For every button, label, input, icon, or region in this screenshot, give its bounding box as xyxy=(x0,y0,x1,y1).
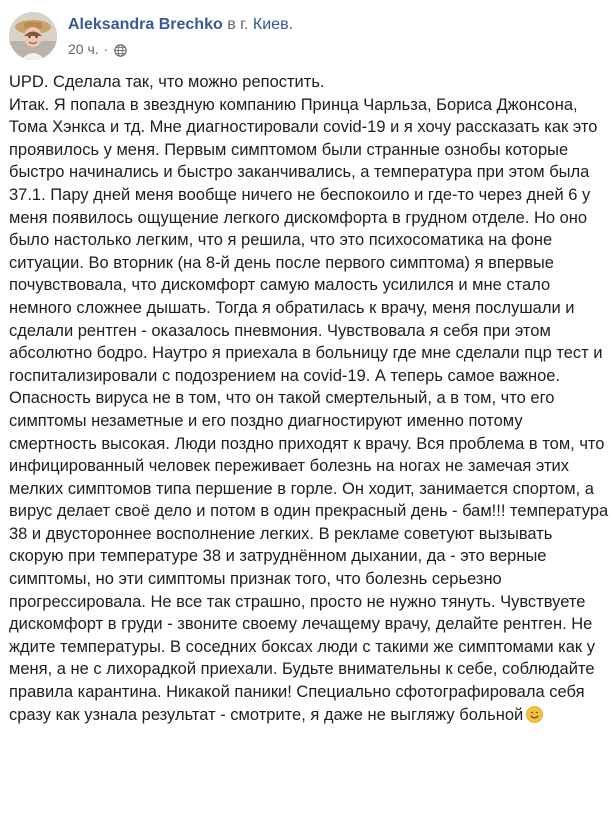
post-timestamp[interactable]: 20 ч. xyxy=(68,41,99,57)
profile-photo xyxy=(9,12,57,60)
avatar[interactable] xyxy=(9,12,57,60)
smiling-face-emoji-icon xyxy=(526,706,543,723)
separator-dot: · xyxy=(103,41,109,57)
post-meta xyxy=(68,12,293,58)
globe-icon[interactable] xyxy=(114,43,127,56)
location-prefix: в г. xyxy=(227,16,249,33)
post-subline xyxy=(68,40,293,58)
update-line: UPD. Сделала так, что можно репостить. xyxy=(9,73,325,91)
post-body-text: Итак. Я попала в звездную компанию Принца Чарльза, Бориса Джонсона, Тома Хэнкса и тд. Мне диагностировали covid-19 и я хочу рассказать как это проявилось у меня. Первым симптомом были странные ознобы которые быстро начинались и быстро заканчивались, а температура при этом была 37.1. Пару дней меня вообще ничего не беспокоило и где-то через дней 6 у меня появилось ощущение легкого дискомфорта в грудном отделе. Но оно было настолько легким, что я решила, что это психосоматика на фоне ситуации. Во вторник (на 8-й день после первого симптома) я впервые почувствовала, что дискомфорт самую малость усилился и мне стало немного сложнее дышать. Тогда я обратилась к врачу, меня послушали и сделали рентген - оказалось пневмония. Чувствовала я себя при этом абсолютно бодро. Наутро я приехала в больницу где мне сделали пцр тест и госпитализировали с подозрением на covid-19. А теперь самое важное. Опасность вируса не в том, что он такой смертельный, а в том, что его симптомы незаметные и его поздно диагностируют именно потому смертность высокая. Люди поздно приходят к врачу. Вся проблема в том, что инфицированный человек переживает болезнь на ногах не замечая этих мелких симптомов типа першение в горле. Он ходит, занимается спортом, а вирус делает своё дело и потом в один прекрасный день - бам!!! температура 38 и двустороннее восполнение легких. В рекламе советуют вызывать скорую при температуре 38 и затруднённом дыхании, да - это верные симптомы, но эти симптомы признак того, что болезнь серьезно прогрессировала. Не все так страшно, просто не нужно тянуть. Чувствуете дискомфорт в груди - звоните своему лечащему врачу, делайте рентген. Не ждите температуры. В соседних боксах люди с такими же симптомами как у меня, а не с лихорадкой приехали. Будьте внимательны к себе, соблюдайте правила карантина. Никакой паники! Специально сфотографировала себя сразу как узнала результат - смотрите, я даже не выгляжу больной xyxy=(9,95,609,724)
post-body xyxy=(9,71,609,726)
author-line xyxy=(68,15,293,35)
post-paragraph xyxy=(9,94,609,727)
post-header xyxy=(9,12,293,62)
location-link[interactable]: Киев. xyxy=(252,16,294,33)
author-name-link[interactable]: Aleksandra Brechko xyxy=(68,16,223,33)
